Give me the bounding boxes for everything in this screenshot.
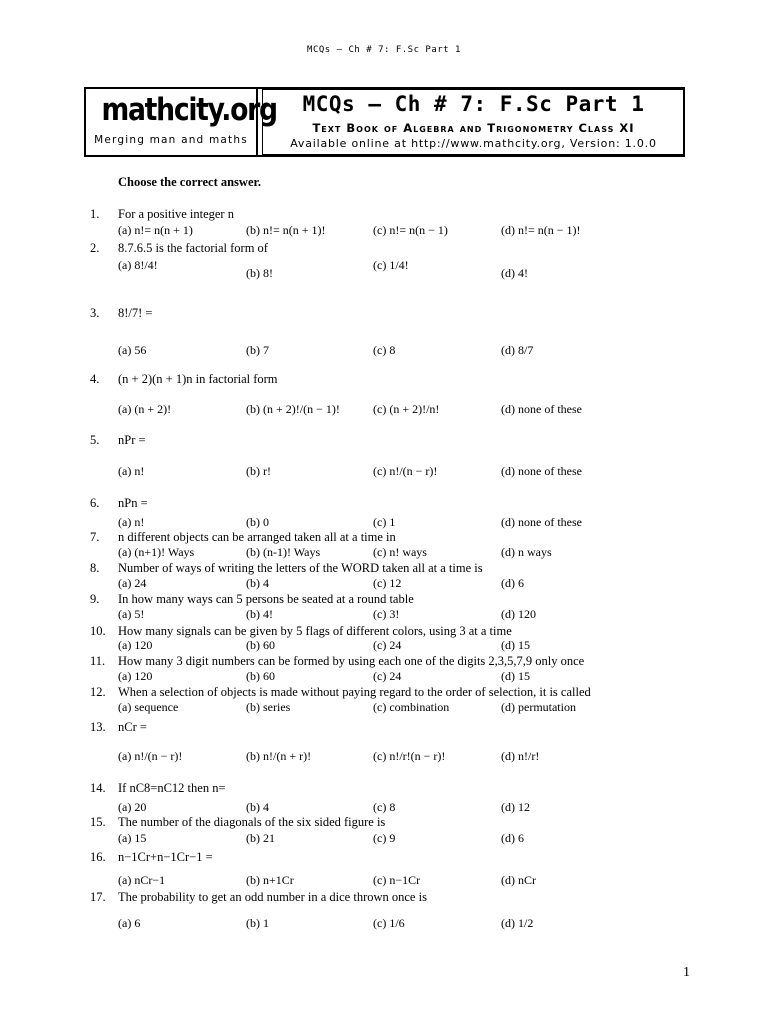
option-b: (b) 1 [246,916,269,930]
question-number: 9. [90,592,100,606]
question-text: For a positive integer n [118,207,234,221]
question-number: 12. [90,685,106,699]
option-d: (d) none of these [501,464,582,478]
option-a: (a) n! [118,464,145,478]
option-a: (a) 8!/4! [118,258,158,272]
option-d: (d) 4! [501,266,528,280]
question-number: 6. [90,496,100,510]
option-b: (b) r! [246,464,271,478]
option-b: (b) n!/(n + r)! [246,749,312,763]
question-number: 3. [90,306,100,320]
option-b: (b) 4 [246,576,269,590]
option-d: (d) 120 [501,607,536,621]
option-a: (a) 20 [118,800,147,814]
document-title: MCQs – Ch # 7: F.Sc Part 1 [302,92,645,116]
availability-note: Available online at http://www.mathcity.org, Version: 1.0.0 [290,137,657,150]
question-text: In how many ways can 5 persons be seated at a round table [118,592,414,606]
option-d: (d) n ways [501,545,552,559]
option-c: (c) 1 [373,515,396,529]
option-c: (c) (n + 2)!/n! [373,402,440,416]
question-text: 8!/7! = [118,306,153,320]
page-number: 1 [683,965,690,980]
document-header [84,87,685,157]
option-a: (a) sequence [118,700,179,714]
option-a: (a) 15 [118,831,147,845]
option-b: (b) (n + 2)!/(n − 1)! [246,402,340,416]
option-c: (c) n!/r!(n − r)! [373,749,446,763]
option-d: (d) none of these [501,402,582,416]
option-d: (d) 6 [501,576,524,590]
title-box [262,89,685,155]
option-c: (c) n!= n(n − 1) [373,223,448,237]
running-header: MCQs – Ch # 7: F.Sc Part 1 [307,45,461,55]
option-a: (a) n!= n(n + 1) [118,223,193,237]
question-text: n−1Cr+n−1Cr−1 = [118,850,213,864]
question-number: 7. [90,530,100,544]
option-c: (c) combination [373,700,450,714]
question-text: nCr = [118,720,147,734]
option-c: (c) n!/(n − r)! [373,464,438,478]
question-text: n different objects can be arranged taken all at a time in [118,530,396,544]
question-number: 13. [90,720,106,734]
question-number: 5. [90,433,100,447]
question-number: 14. [90,781,106,795]
option-c: (c) 8 [373,343,396,357]
option-b: (b) 60 [246,669,275,683]
option-d: (d) n!/r! [501,749,540,763]
question-number: 15. [90,815,106,829]
option-c: (c) 1/6 [373,916,405,930]
option-d: (d) permutation [501,700,576,714]
option-d: (d) 1/2 [501,916,534,930]
question-text: If nC8=nC12 then n= [118,781,226,795]
option-c: (c) 24 [373,638,402,652]
option-b: (b) 4 [246,800,269,814]
question-number: 17. [90,890,106,904]
option-b: (b) 8! [246,266,273,280]
option-d: (d) 8/7 [501,343,534,357]
option-c: (c) 9 [373,831,396,845]
option-b: (b) 60 [246,638,275,652]
option-a: (a) n!/(n − r)! [118,749,183,763]
option-d: (d) none of these [501,515,582,529]
option-c: (c) n! ways [373,545,427,559]
site-logo: mathcity.org [101,92,277,128]
option-b: (b) n+1Cr [246,873,294,887]
option-a: (a) (n+1)! Ways [118,545,195,559]
question-number: 10. [90,624,106,638]
option-a: (a) nCr−1 [118,873,166,887]
option-c: (c) 3! [373,607,400,621]
option-b: (b) (n-1)! Ways [246,545,321,559]
question-text: nPr = [118,433,146,447]
question-text: The probability to get an odd number in a dice thrown once is [118,890,427,904]
question-number: 4. [90,372,100,386]
option-b: (b) n!= n(n + 1)! [246,223,326,237]
option-a: (a) 5! [118,607,145,621]
option-a: (a) n! [118,515,145,529]
option-c: (c) 24 [373,669,402,683]
option-d: (d) 15 [501,638,530,652]
option-d: (d) n!= n(n − 1)! [501,223,581,237]
question-text: (n + 2)(n + 1)n in factorial form [118,372,278,386]
question-text: nPn = [118,496,148,510]
option-c: (c) 1/4! [373,258,409,272]
option-b: (b) 7 [246,343,269,357]
option-a: (a) 6 [118,916,141,930]
option-a: (a) 120 [118,638,153,652]
question-number: 1. [90,207,100,221]
question-text: Number of ways of writing the letters of the WORD taken all at a time is [118,561,483,575]
question-text: How many signals can be given by 5 flags of different colors, using 3 at a time [118,624,512,638]
option-d: (d) 6 [501,831,524,845]
option-a: (a) (n + 2)! [118,402,172,416]
option-c: (c) 8 [373,800,396,814]
option-d: (d) 12 [501,800,530,814]
option-a: (a) 56 [118,343,147,357]
option-b: (b) 4! [246,607,273,621]
logo-box [86,89,277,155]
question-number: 16. [90,850,106,864]
option-d: (d) nCr [501,873,536,887]
question-text: How many 3 digit numbers can be formed by using each one of the digits 2,3,5,7,9 only once [118,654,585,668]
option-a: (a) 120 [118,669,153,683]
question-number: 2. [90,241,100,255]
question-text: When a selection of objects is made without paying regard to the order of selection, it is called [118,685,591,699]
question-number: 8. [90,561,100,575]
option-a: (a) 24 [118,576,147,590]
tagline: Merging man and maths [94,134,248,146]
option-b: (b) 21 [246,831,275,845]
instruction: Choose the correct answer. [118,175,262,189]
option-b: (b) 0 [246,515,269,529]
document-subtitle: Text Book of Algebra and Trigonometry Class XI [312,121,635,135]
question-number: 11. [90,654,106,668]
question-text: The number of the diagonals of the six sided figure is [118,815,386,829]
option-d: (d) 15 [501,669,530,683]
question-text: 8.7.6.5 is the factorial form of [118,241,268,255]
option-c: (c) 12 [373,576,402,590]
option-b: (b) series [246,700,291,714]
option-c: (c) n−1Cr [373,873,421,887]
